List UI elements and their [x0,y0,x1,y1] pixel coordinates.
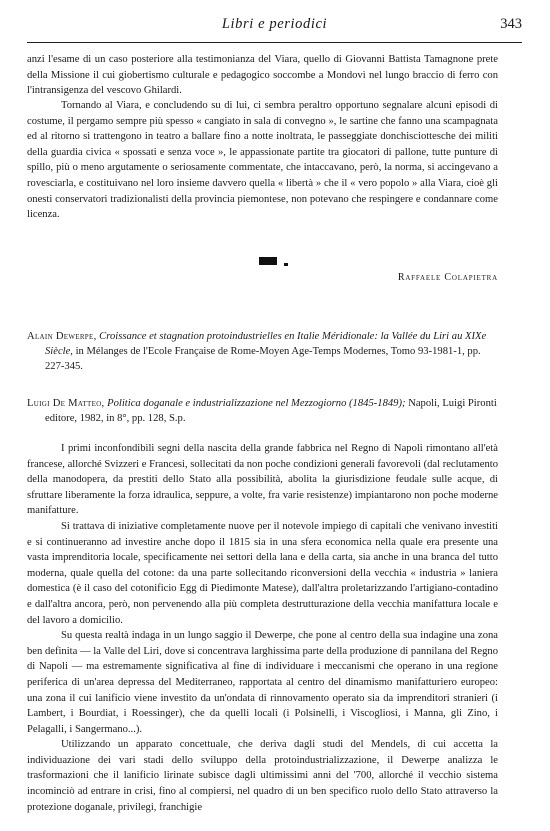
page-number: 343 [500,16,522,32]
citation-title: Politica doganale e industrializzazione nel Mezzogiorno (1845-1849); [107,397,406,409]
bibliographic-entry-1 [27,318,498,385]
body-paragraph: Su questa realtà indaga in un lungo saggio il Dewerpe, che pone al centro della sua indagine una zona ben definita — la Valle del Liri, dove si concentrava larghissima parte della produzione di pannilana del Regno di Napoli — ma estremamente significativa al fine di individuare i meccanismi che operano in una regione periferica di un'area depressa del Mediterraneo, rapportata al centro del dinamismo manifatturiero europeo: una zona il cui lanificio viene investito da un'ondata di rinnovamento operato sia da imprenditori stranieri (i Lambert, i Bourdiat, i Roessinger), che da quelli locali (i Polsinelli, i Viscogliosi, i Manna, gli Zino, i Pelagalli, i Sangermano...). [27,630,498,735]
citation [27,396,498,427]
review-body [27,441,498,815]
citation [27,329,498,375]
citation-title: Croissance et stagnation protoindustrielles en Italie Méridionale: la Vallée du Liri au XIXe Siècle, [45,330,487,357]
bibliographic-entry-2 [27,385,498,437]
paragraph-text: anzi l'esame di un caso posteriore alla testimonianza del Viara, quello di Giovanni Battista Tamagnone prete della Missione il cui giobertismo culturale e pedagogico soccombe a Mondovì nel lungo braccio di ferro con l'intransigenza del vescovo Ghilardi. [27,54,498,97]
body-paragraph: Si trattava di iniziative completamente nuove per il notevole impiego di capitali che venivano investiti e si continueranno ad investire anche dopo il 1815 sia in una sfera economica nella quale era presente una vasta imprenditoria locale, specificamente nei settori della lana e della carta, sia anche in una branca del tutto moderna, quale quella del cotone: da una parte sollecitando riconversioni della vecchia « industria » laniera domestica (è il caso del cotonificio Egg di Piedimonte Matese), dall'altra proletarizzando l'artigiano-contadino e dall'altra ancora, però, non pervenendo alla più completa destrutturazione della vecchia manifattura locale e del lavoro a domicilio. [27,520,498,626]
citation-author: Alain Dewerpe, [27,330,97,342]
running-head: Libri e periodici [221,16,328,32]
printer-dot-icon [284,263,288,266]
body-paragraph: Utilizzando un apparato concettuale, che deriva dagli studi del Mendels, di cui accetta la individuazione dei vari stadi dello sviluppo della protoindustrializzazione, il Dewerpe analizza le trasformazioni che il lanificio lirinate subisce dagli ultimissimi anni del '700, allorché il vecchio sistema incominciò ad entrare in crisi, fino al compiersi, nel quadro di un ben specifico ruolo dello Stato attraverso la protezione doganale, privilegi, franchigie [27,739,498,813]
page-header [27,8,522,43]
review-paragraph-2 [27,98,498,223]
citation-author: Luigi De Matteo, [27,397,105,409]
citation-details: Napoli, Luigi Pironti editore, 1982, in 8°, pp. 128, S.p. [45,397,497,424]
body-paragraph: I primi inconfondibili segni della nascita della grande fabbrica nel Regno di Napoli rimontano all'età francese, allorché Svizzeri e Francesi, sollecitati da non poche condizioni generali favorevoli (dal reclutamento della manodopera, da prestiti dello Stato alla possibilità, abolita la giurisdizione feudale sulle acque, di sfruttare liberamente la forza idraulica, seppure, a volte, fra varie resistenze) impiantarono non poche moderne manifatture. [27,443,498,517]
paragraph-text: Tornando al Viara, e concludendo su di lui, ci sembra peraltro opportuno segnalare alcuni episodi di costume, il pergamo sempre più spesso « cangiato in sala di convegno », le sartine che fanno una scampagnata ed al ritorno si trattengono in teatro a ballare fino a notte inoltrata, le passeggiate donchisciottesche dei militi della guardia civica « spossati e senza voce », le appassionate partite tra giocatori di pallone, tutte punture di spillo, più o meno argutamente o seriosamente commentate, che intaccavano, però, la norma, si accingevano a rovesciarla, e costituivano nel loro insieme davvero quella « libertà » che il « vero popolo » alla Viara, cioè gli onesti conservatori tradizionalisti della provincia piemontese, non potevano che respingere e condannare come licenza. [27,100,498,221]
review-paragraph-1 [27,52,498,99]
reviewer-signature: Raffaele Colapietra [397,272,498,283]
citation-details: in Mélanges de l'Ecole Française de Rome-Moyen Age-Temps Modernes, Tomo 93-1981-1, pp. 227-345. [45,346,481,373]
printer-mark-icon [259,257,277,265]
